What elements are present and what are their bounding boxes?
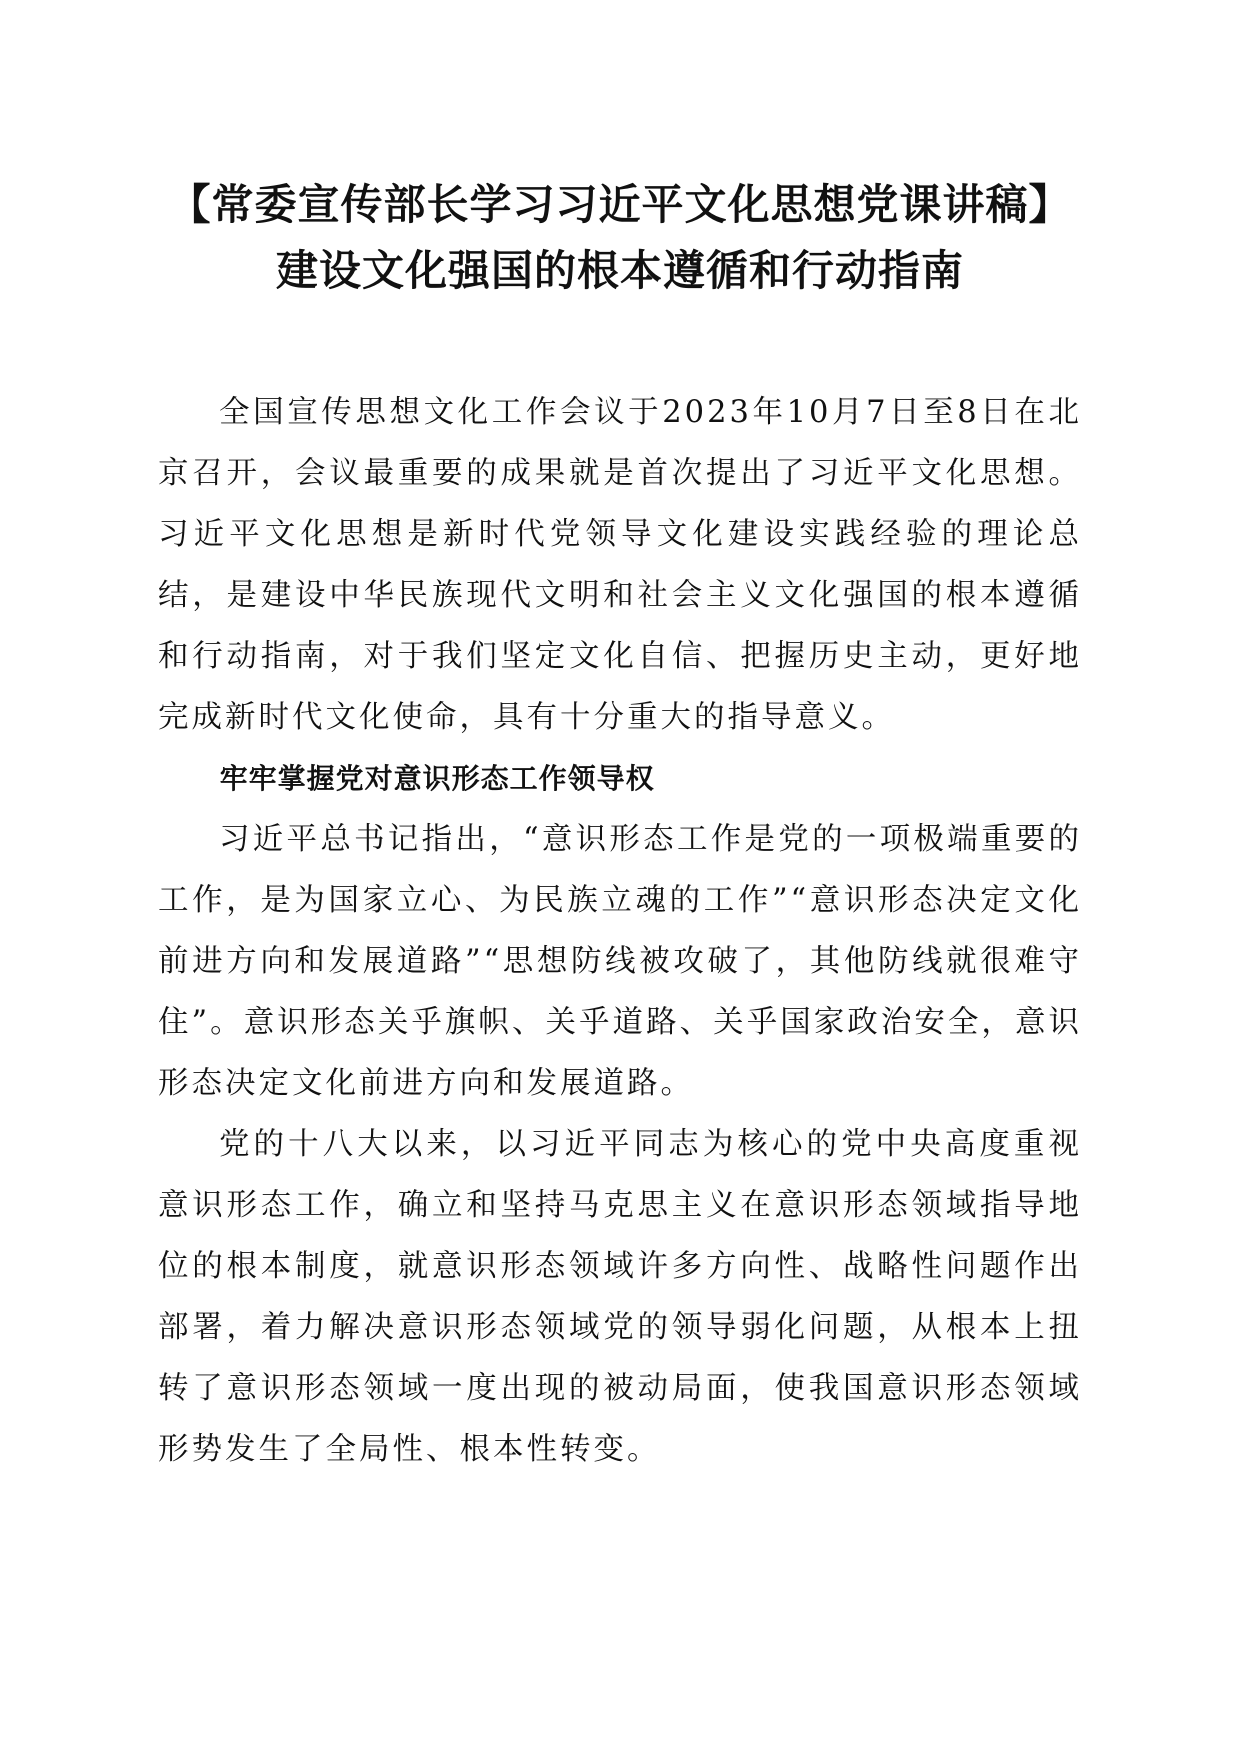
section-heading: 牢牢掌握党对意识形态工作领导权: [219, 762, 655, 795]
section-paragraph-1: 习近平总书记指出，“意识形态工作是党的一项极端重要的工作，是为国家立心、为民族立魂的工作”“意识形态决定文化前进方向和发展道路”“思想防线被攻破了，其他防线就很难守住”。意识形态关乎旗帜、关乎道路、关乎国家政治安全，意识形态决定文化前进方向和发展道路。: [158, 822, 1082, 1101]
document-title: 【常委宣传部长学习习近平文化思想党课讲稿】建设文化强国的根本遵循和行动指南: [168, 180, 1072, 295]
document-body: [158, 382, 1082, 1480]
intro-paragraph: 全国宣传思想文化工作会议于2023年10月7日至8日在北京召开，会议最重要的成果就是首次提出了习近平文化思想。习近平文化思想是新时代党领导文化建设实践经验的理论总结，是建设中华民族现代文明和社会主义文化强国的根本遵循和行动指南，对于我们坚定文化自信、把握历史主动，更好地完成新时代文化使命，具有十分重大的指导意义。: [158, 395, 1082, 735]
section-paragraph-2: 党的十八大以来，以习近平同志为核心的党中央高度重视意识形态工作，确立和坚持马克思主义在意识形态领域指导地位的根本制度，就意识形态领域许多方向性、战略性问题作出部署，着力解决意识形态领域党的领导弱化问题，从根本上扭转了意识形态领域一度出现的被动局面，使我国意识形态领域形势发生了全局性、根本性转变。: [158, 1127, 1082, 1467]
